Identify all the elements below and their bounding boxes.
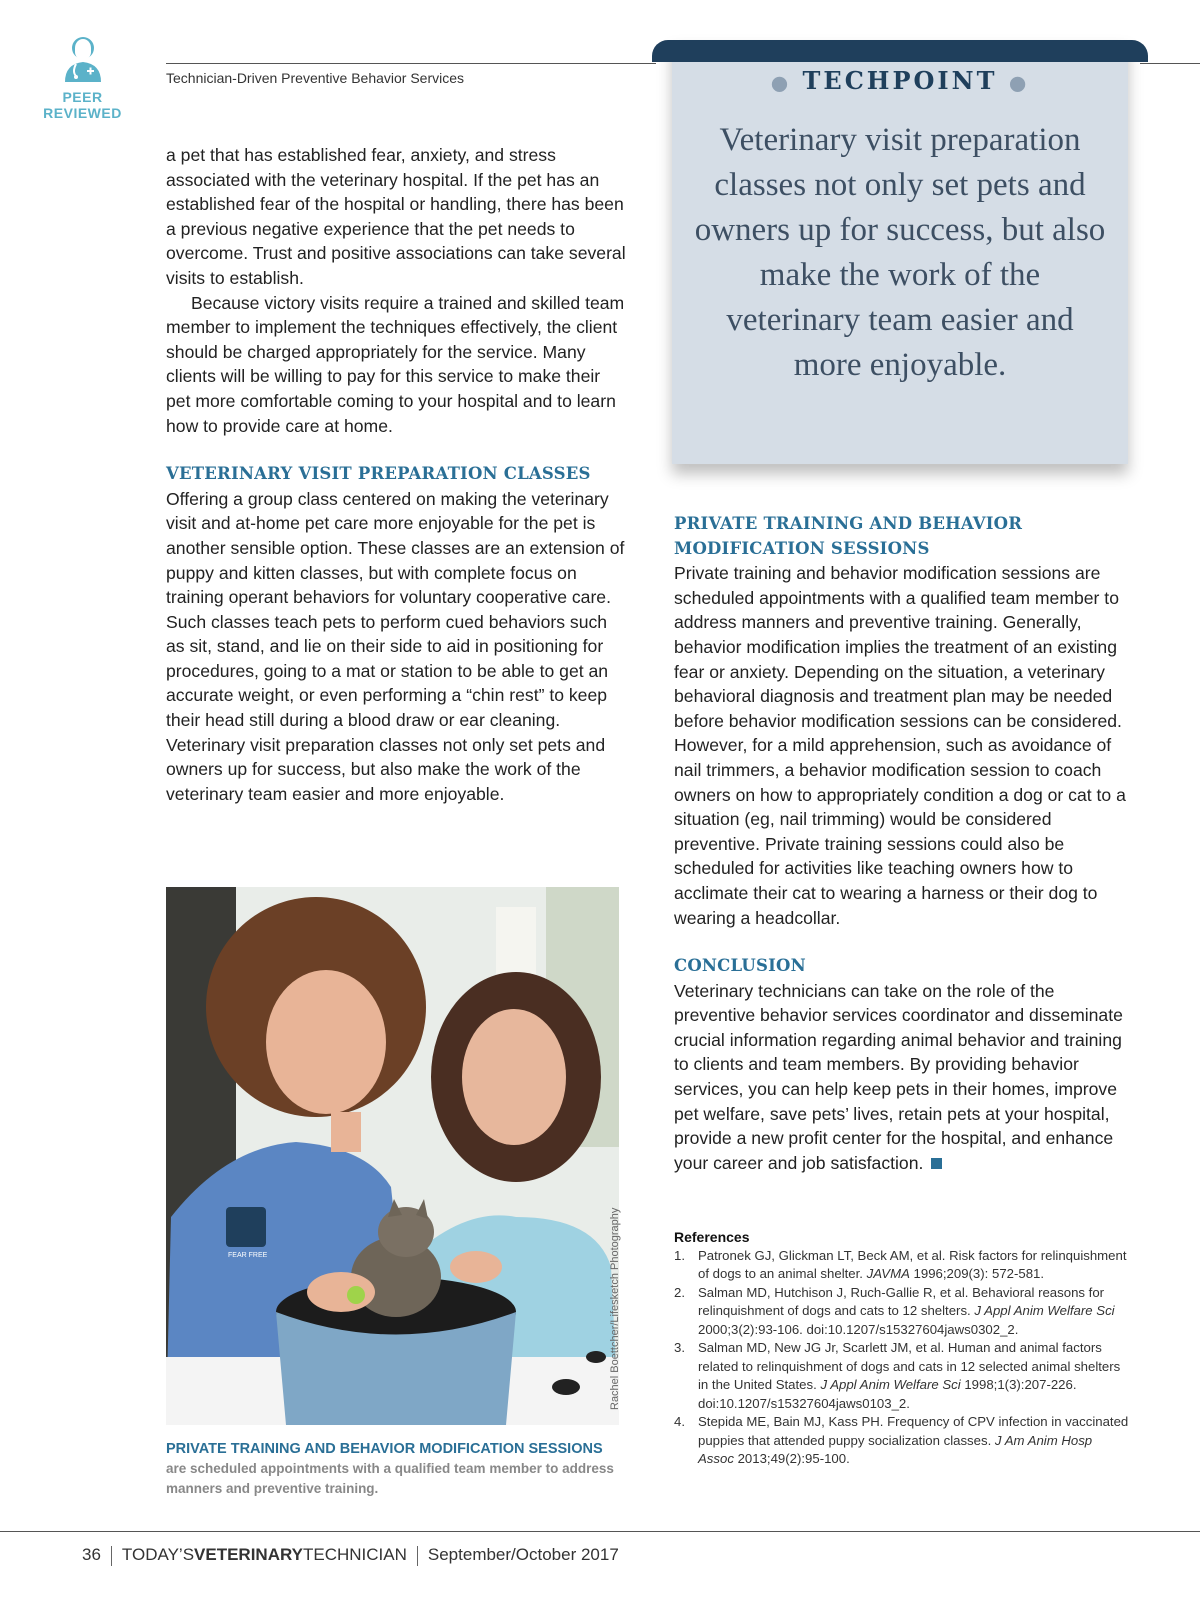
left-column xyxy=(166,143,628,806)
reference-text xyxy=(698,1339,1129,1413)
reference-journal: J Am Anim Hosp Assoc xyxy=(698,1432,1093,1466)
reference-list xyxy=(674,1247,1129,1469)
techpoint-title-text: TECHPOINT xyxy=(802,66,998,95)
reference-authors: Salman MD, New JG Jr, Scarlett JM, et al. Human and animal factors related to relinquishment of dogs and cats in 12 selected animal shelters in the United States. xyxy=(698,1340,1121,1392)
page-number: 36 xyxy=(82,1545,101,1564)
section-heading: VETERINARY VISIT PREPARATION CLASSES xyxy=(166,464,591,484)
paragraph: Because victory visits require a trained and skilled team member to implement the techniques effectively, the client should be charged appropriately for the service. Many clients will be willing to pay for this service to make their pet more comfortable coming to your hospital and to learn how to provide care at home. xyxy=(166,292,625,436)
separator xyxy=(417,1546,418,1566)
reference-authors: Salman MD, Hutchison J, Ruch-Gallie R, et al. Behavioral reasons for relinquishment of dogs and cats to 12 shelters. xyxy=(698,1284,1105,1318)
section-heading xyxy=(674,512,1134,561)
reference-journal: J Appl Anim Welfare Sci xyxy=(974,1303,1115,1318)
issue-date: September/October 2017 xyxy=(427,1545,619,1564)
magazine-name-b: VETERINARY xyxy=(194,1545,303,1564)
right-column xyxy=(674,512,1134,1175)
reference-number: 3. xyxy=(674,1340,685,1355)
dot-icon: ● xyxy=(1008,70,1030,95)
header-rule-right xyxy=(1140,63,1200,64)
reference-authors: Patronek GJ, Glickman LT, Beck AM, et al. Risk factors for relinquishment of dogs to an animal shelter. xyxy=(698,1247,1127,1281)
peer-label-2: REVIEWED xyxy=(43,105,122,121)
reference-text xyxy=(698,1413,1129,1469)
header-rule xyxy=(166,63,656,64)
magazine-name xyxy=(122,1545,407,1564)
end-mark-icon xyxy=(931,1158,942,1169)
reference-item xyxy=(674,1413,1129,1469)
reference-text xyxy=(698,1247,1129,1284)
peer-reviewed-badge xyxy=(30,34,135,121)
caption-text: are scheduled appointments with a qualified team member to address manners and preventive training. xyxy=(166,1461,614,1496)
photo-caption xyxy=(166,1440,626,1499)
reference-citation: 2000;3(2):93-106. doi:10.1207/s15327604jaws0302_2. xyxy=(698,1321,1019,1337)
reference-citation: 1998;1(3):207-226. doi:10.1207/s15327604jaws0103_2. xyxy=(698,1377,1077,1411)
heading-line: MODIFICATION SESSIONS xyxy=(674,538,930,558)
footer xyxy=(82,1545,619,1566)
techpoint-quote: Veterinary visit preparation classes not only set pets and owners up for success, but also make the work of the veterinary team easier and more enjoyable. xyxy=(694,122,1106,383)
magazine-name-c: TECHNICIAN xyxy=(302,1545,407,1564)
reference-citation: 2013;49(2):95-100. xyxy=(733,1451,850,1466)
reference-item xyxy=(674,1339,1129,1413)
caption-heading: PRIVATE TRAINING AND BEHAVIOR MODIFICATION SESSIONS xyxy=(166,1441,603,1457)
reference-text xyxy=(698,1284,1129,1340)
reference-journal: J Appl Anim Welfare Sci xyxy=(820,1377,961,1392)
reference-number: 2. xyxy=(674,1284,685,1300)
running-head: Technician-Driven Preventive Behavior Services xyxy=(166,70,465,86)
photo-illustration xyxy=(166,887,619,1425)
magazine-name-a: TODAY’S xyxy=(121,1545,195,1564)
paragraph: a pet that has established fear, anxiety, and stress associated with the veterinary hospital. If the pet has an established fear of the hospital or handling, there has been a previous negative experience that the pet needs to overcome. Trust and positive associations can take several visits to establish. xyxy=(166,145,626,288)
photo xyxy=(166,887,619,1425)
reference-authors: Stepida ME, Bain MJ, Kass PH. Frequency of CPV infection in vaccinated puppies that attended puppy socialization classes. xyxy=(698,1414,1129,1448)
paragraph: Offering a group class centered on making the veterinary visit and at-home pet care more enjoyable for the pet is another sensible option. These classes are an extension of puppy and kitten classes, but with complete focus on training operant behaviors for voluntary cooperative care. Such classes teach pets to perform cued behaviors such as sit, stand, and lie on their side to aid in positioning for procedures, going to a mat or station to be able to get an accurate weight, or even performing a “chin rest” to keep their head still during a blood draw or ear cleaning. Veterinary visit preparation classes not only set pets and owners up for success, but also make the work of the veterinary team easier and more enjoyable. xyxy=(166,488,625,804)
reference-number: 1. xyxy=(674,1247,685,1263)
references xyxy=(674,1228,1129,1469)
techpoint-title xyxy=(672,66,1128,95)
section-heading: CONCLUSION xyxy=(674,956,806,976)
reference-item xyxy=(674,1247,1129,1284)
separator xyxy=(111,1546,112,1566)
references-heading: References xyxy=(674,1229,750,1245)
paragraph xyxy=(674,979,1134,1176)
conclusion-text: Veterinary technicians can take on the role of the preventive behavior services coordinator and disseminate crucial information regarding animal behavior and training to clients and team members. By providing behavior services, you can help keep pets in their homes, improve pet welfare, save pets’ lives, retain pets at your hospital, provide a new profit center for the hospital, and enhance your career and job satisfaction. xyxy=(674,980,1123,1173)
badge-text: FEAR FREE xyxy=(228,1252,268,1259)
reference-citation: 1996;209(3): 572-581. xyxy=(909,1266,1045,1281)
heading-line: PRIVATE TRAINING AND BEHAVIOR xyxy=(674,514,1023,533)
photo-credit: Rachel Boettcher/Lifesketch Photography xyxy=(609,1207,621,1410)
reference-number: 4. xyxy=(674,1414,685,1429)
peer-label-1: PEER xyxy=(62,89,103,105)
reference-journal: JAVMA xyxy=(866,1266,910,1281)
reference-item xyxy=(674,1284,1129,1340)
veterinarian-icon xyxy=(61,34,105,84)
paragraph: Private training and behavior modification sessions are scheduled appointments with a qualified team member to address manners and preventive training. Generally, behavior modification implies the treatment of an existing fear or anxiety. Depending on the situation, a veterinary behavioral diagnosis and treatment plan may be needed before behavior modification sessions can be considered. However, for a mild apprehension, such as avoidance of nail trimmers, a behavior modification session to coach owners on how to appropriately condition a dog or cat to a situation (eg, nail trimming) would be considered preventive. Private training sessions could also be scheduled for activities like teaching owners how to acclimate their cat to wearing a harness or their dog to wearing a headcollar. xyxy=(674,563,1126,928)
footer-rule xyxy=(0,1531,1200,1532)
dot-icon: ● xyxy=(770,70,792,95)
techpoint-tab xyxy=(652,40,1148,62)
